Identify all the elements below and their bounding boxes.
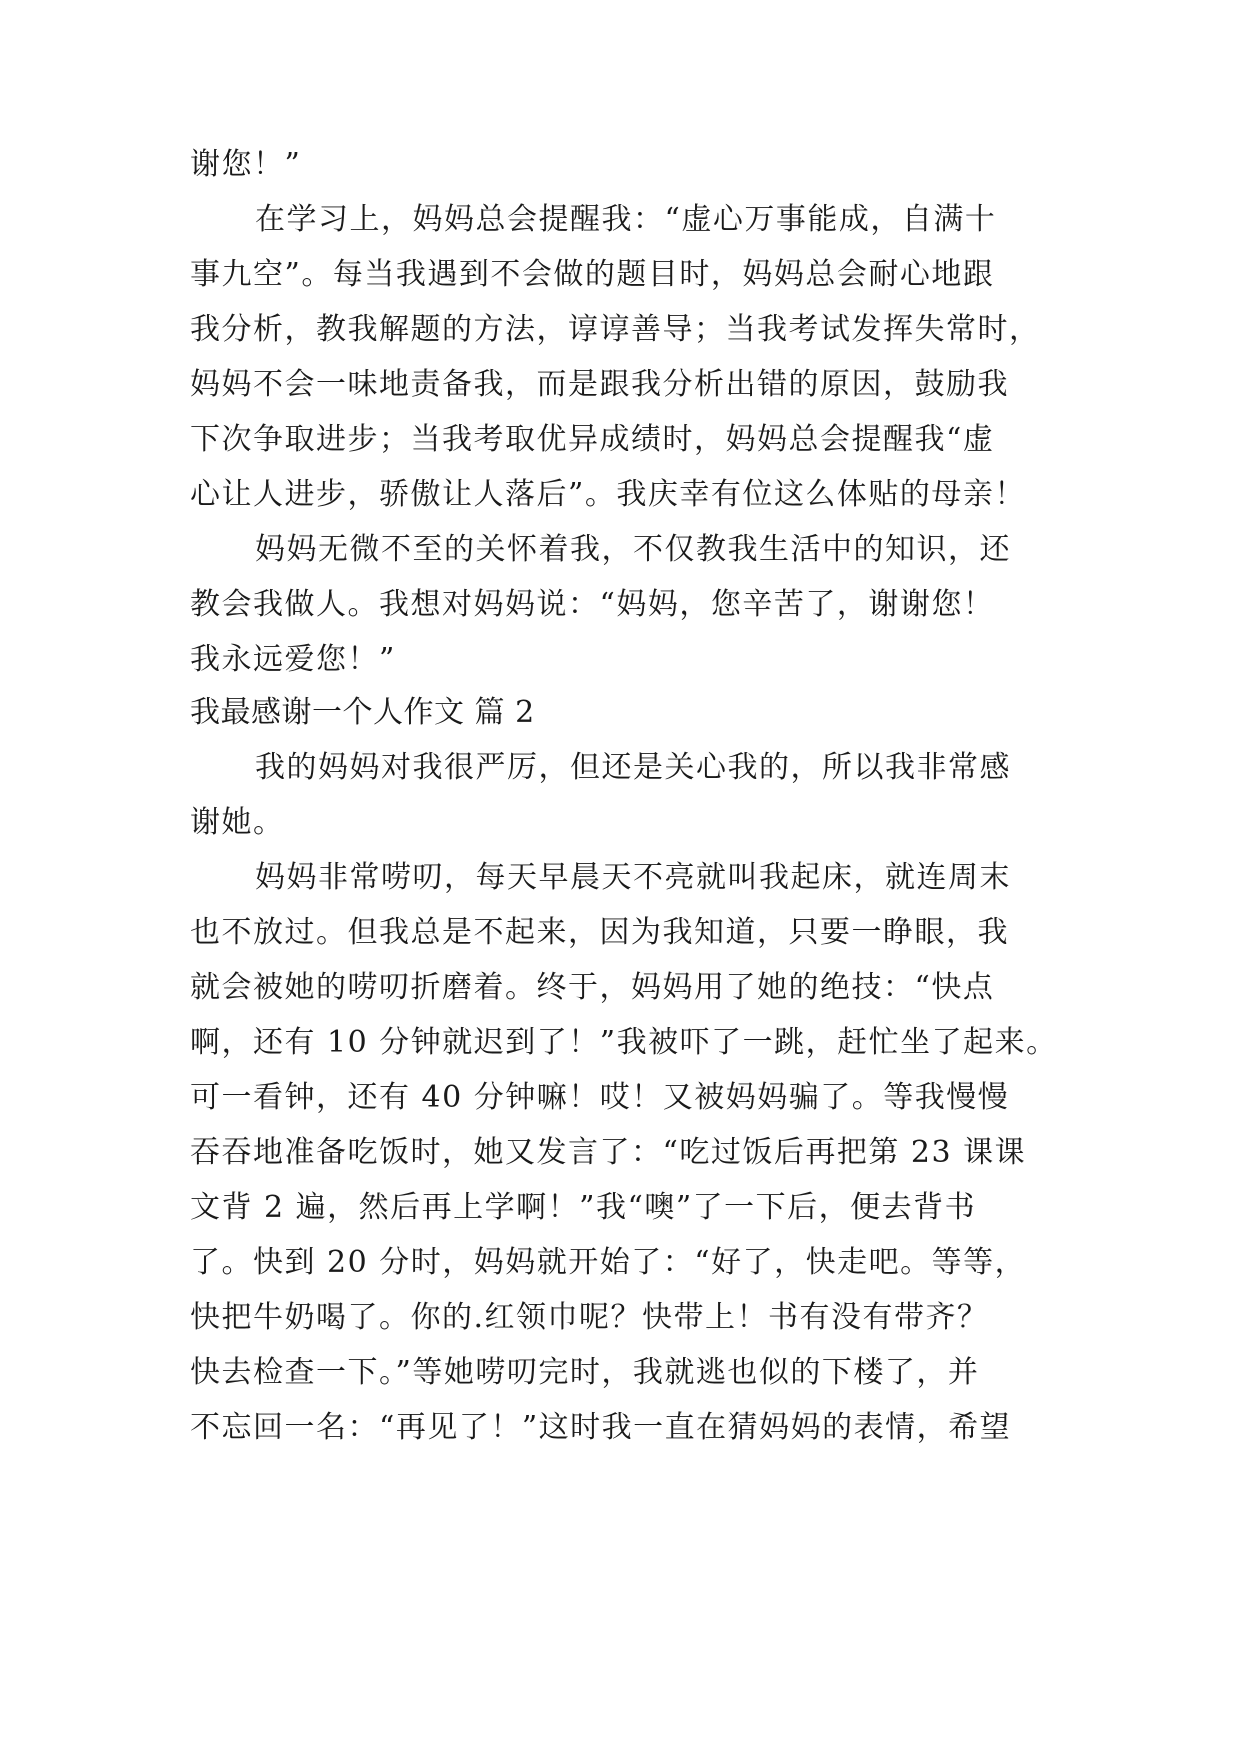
text-line: 我分析，教我解题的方法，谆谆善导；当我考试发挥失常时， bbox=[190, 312, 1041, 347]
paragraph-start-line: 在学习上，妈妈总会提醒我：“虚心万事能成，自满十 bbox=[255, 202, 997, 237]
text-line: 快把牛奶喝了。你的.红领巾呢？快带上！书有没有带齐？ bbox=[190, 1300, 989, 1335]
paragraph-start-line: 妈妈非常唠叨，每天早晨天不亮就叫我起床，就连周末 bbox=[255, 860, 1011, 895]
text-line: 教会我做人。我想对妈妈说：“妈妈，您辛苦了，谢谢您！ bbox=[190, 587, 995, 622]
text-line: 谢她。 bbox=[190, 805, 285, 840]
text-line: 事九空”。每当我遇到不会做的题目时，妈妈总会耐心地跟 bbox=[190, 257, 995, 292]
paragraph-start-line: 妈妈无微不至的关怀着我，不仅教我生活中的知识，还 bbox=[255, 532, 1011, 567]
text-line: 啊，还有 10 分钟就迟到了！”我被吓了一跳，赶忙坐了起来。 bbox=[190, 1025, 1058, 1060]
text-line: 心让人进步，骄傲让人落后”。我庆幸有位这么体贴的母亲！ bbox=[190, 477, 1026, 512]
text-line: 不忘回一名：“再见了！”这时我一直在猜妈妈的表情，希望 bbox=[190, 1410, 1012, 1445]
paragraph-start-line: 我的妈妈对我很严厉，但还是关心我的，所以我非常感 bbox=[255, 750, 1011, 785]
text-line: 也不放过。但我总是不起来，因为我知道，只要一睁眼，我 bbox=[190, 915, 1009, 950]
text-line: 妈妈不会一味地责备我，而是跟我分析出错的原因，鼓励我 bbox=[190, 367, 1009, 402]
text-line: 我永远爱您！” bbox=[190, 642, 396, 677]
text-line: 可一看钟，还有 40 分钟嘛！哎！又被妈妈骗了。等我慢慢 bbox=[190, 1080, 1010, 1115]
section-heading: 我最感谢一个人作文 篇 2 bbox=[190, 695, 535, 730]
text-line: 谢您！” bbox=[190, 147, 302, 182]
text-line: 了。快到 20 分时，妈妈就开始了：“好了，快走吧。等等， bbox=[190, 1245, 1027, 1280]
text-line: 快去检查一下。”等她唠叨完时，我就逃也似的下楼了，并 bbox=[190, 1355, 980, 1390]
text-line: 文背 2 遍，然后再上学啊！”我“噢”了一下后，便去背书 bbox=[190, 1190, 977, 1225]
text-line: 吞吞地准备吃饭时，她又发言了：“吃过饭后再把第 23 课课 bbox=[190, 1135, 1027, 1170]
text-line: 就会被她的唠叨折磨着。终于，妈妈用了她的绝技：“快点 bbox=[190, 970, 995, 1005]
text-line: 下次争取进步；当我考取优异成绩时，妈妈总会提醒我“虚 bbox=[190, 422, 995, 457]
